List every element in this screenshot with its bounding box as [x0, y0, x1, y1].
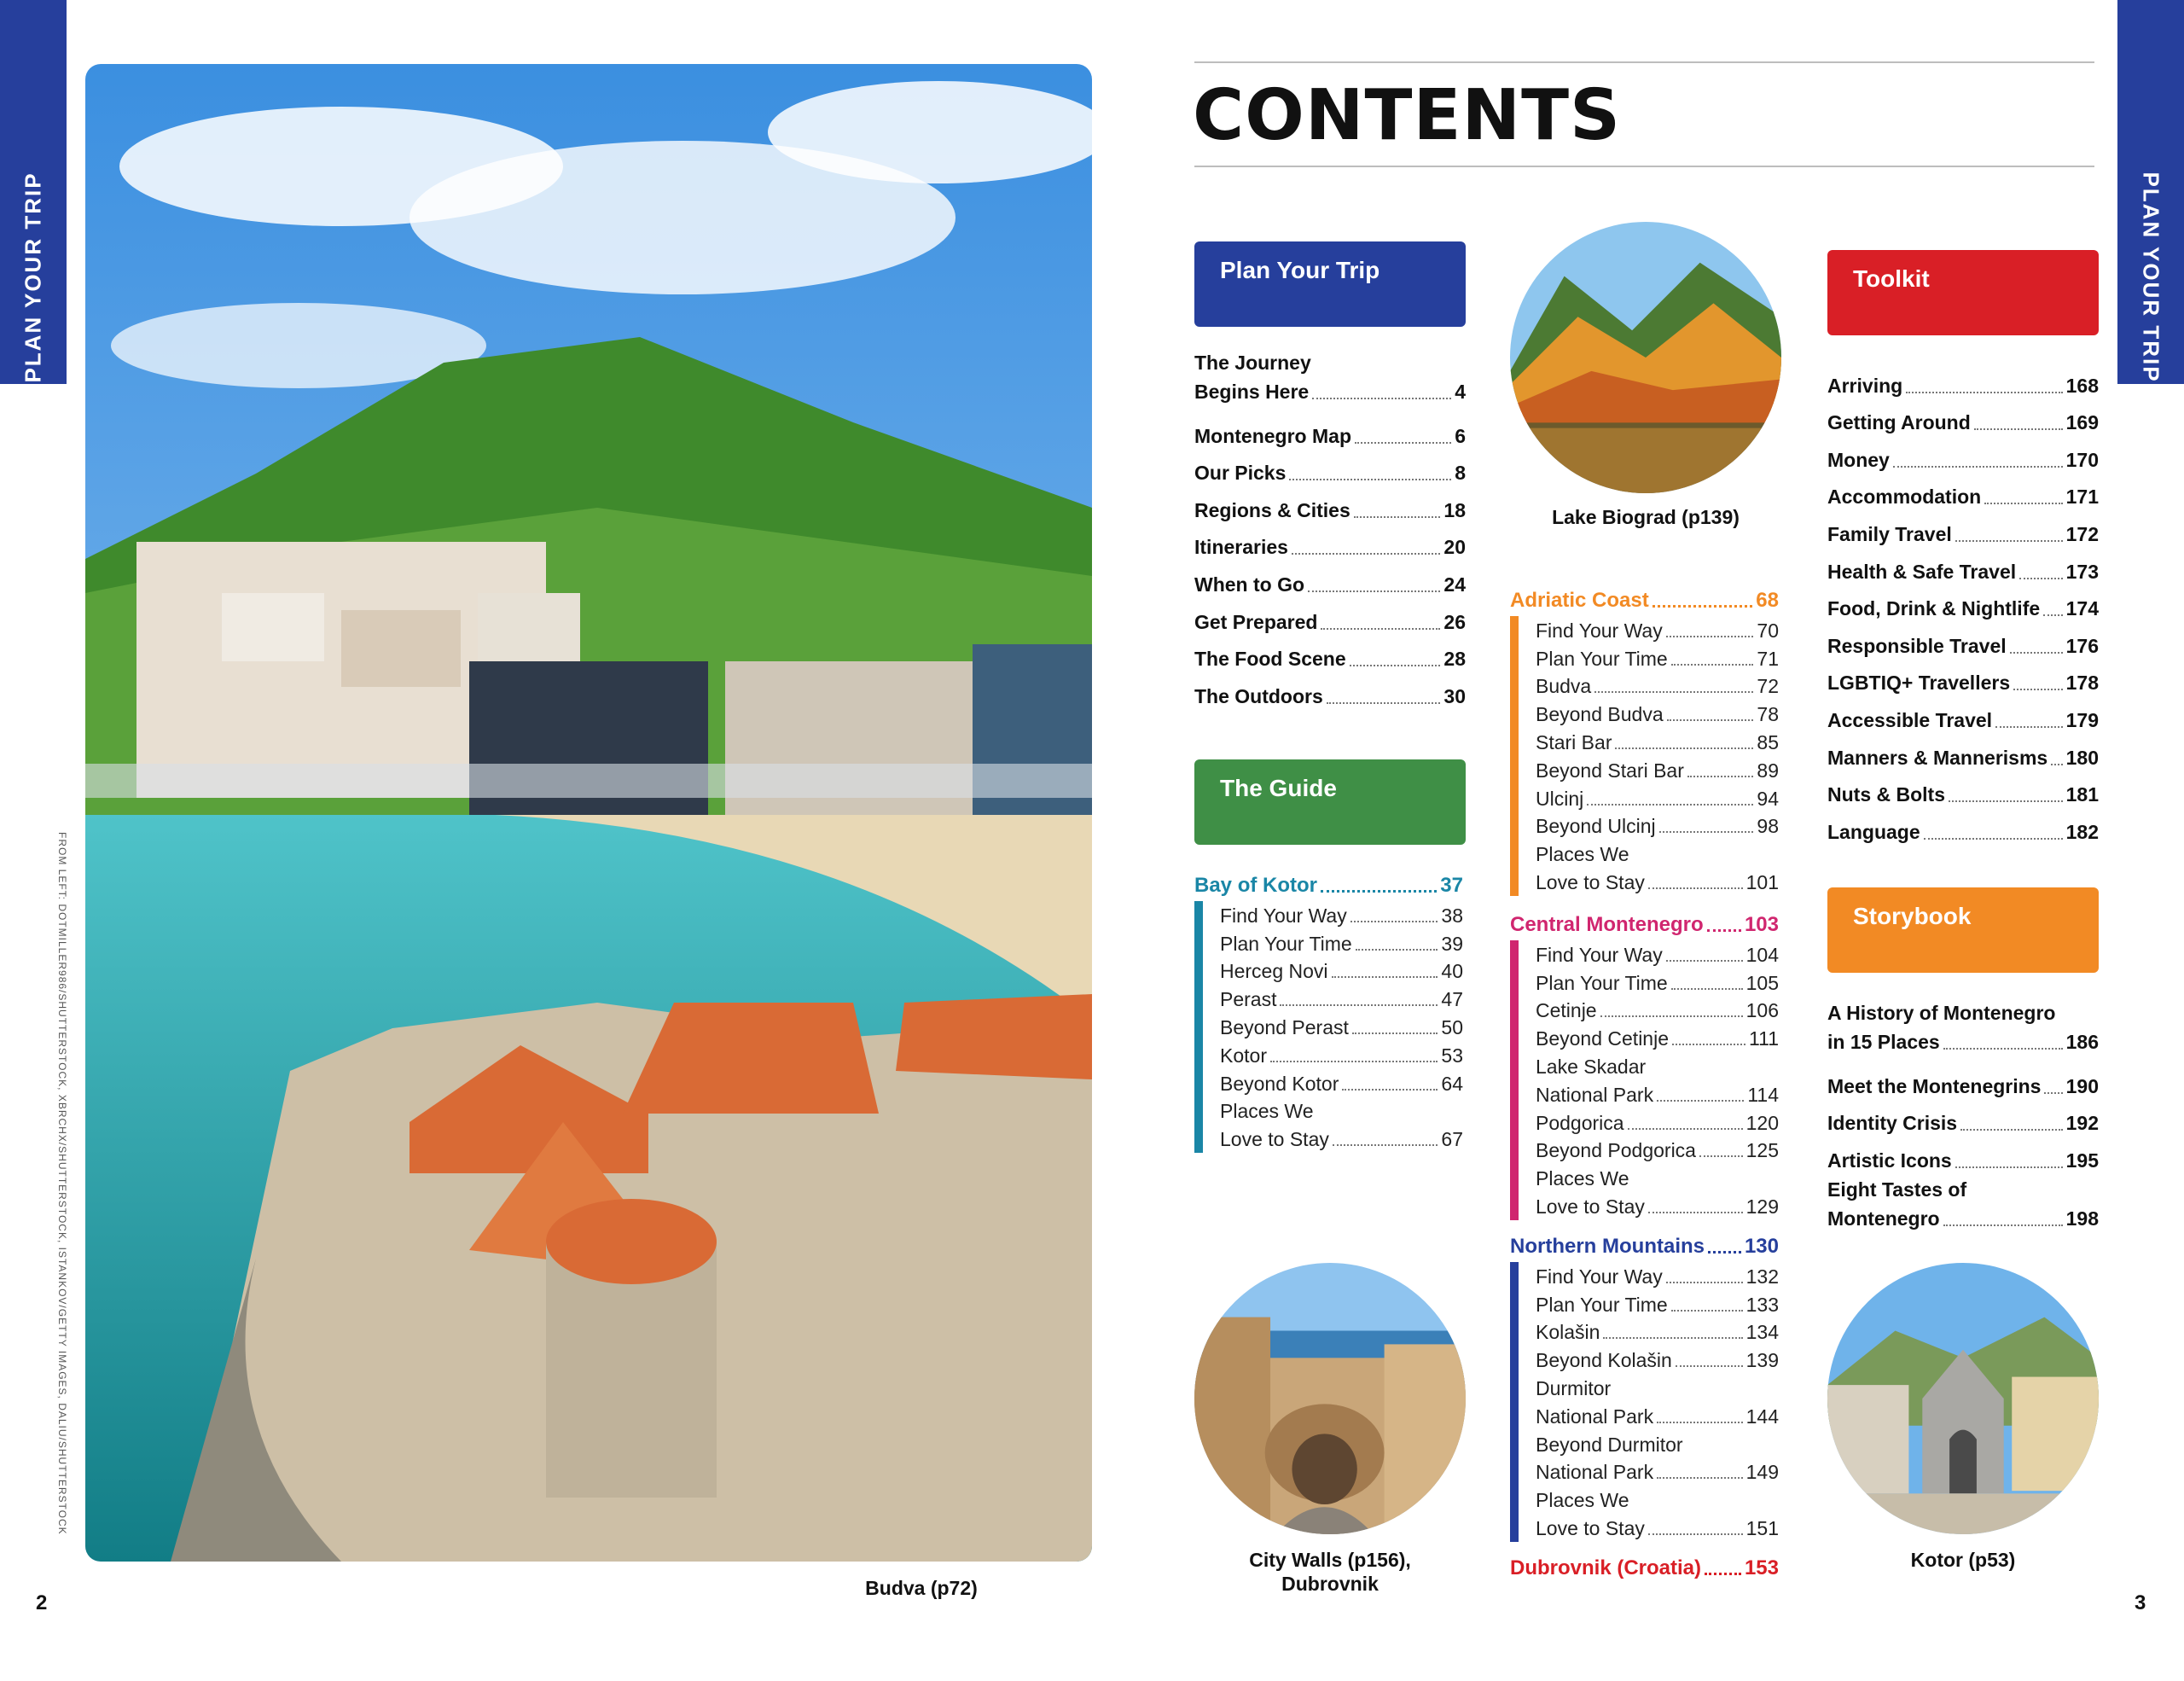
toc-sub-entry[interactable]: Find Your Way 104	[1536, 943, 1779, 966]
lake-biograd-caption: Lake Biograd (p139)	[1552, 506, 1740, 528]
toc-entry[interactable]: Money 170	[1827, 448, 2099, 471]
toc-entry[interactable]: Accessible Travel 179	[1827, 708, 2099, 731]
page-number-left: 2	[36, 1591, 48, 1614]
toc-entry-page: 18	[1443, 498, 1466, 521]
plan-your-trip-list	[1194, 348, 1466, 711]
storybook-heading: Storybook	[1827, 887, 2099, 973]
toc-entry-page: 6	[1455, 424, 1466, 447]
toc-sub-entry[interactable]: Love to Stay 101	[1536, 870, 1779, 893]
region-name: Central Montenegro	[1510, 913, 1704, 936]
toc-entry-label: Begins Here	[1194, 381, 1310, 403]
side-tab-right	[2117, 0, 2184, 384]
region-page: 103	[1744, 913, 1779, 936]
region-name: Adriatic Coast	[1510, 589, 1649, 612]
toc-entry[interactable]: Manners & Mannerisms 180	[1827, 746, 2099, 769]
toc-sub-entry[interactable]: Kotor 53	[1220, 1044, 1463, 1067]
region-items	[1510, 616, 1779, 896]
toc-entry-page: 30	[1443, 684, 1466, 707]
toc-sub-entry[interactable]: Plan Your Time 71	[1536, 647, 1779, 670]
toc-entry-page: 4	[1455, 381, 1466, 403]
toc-sub-entry[interactable]: Find Your Way 38	[1220, 904, 1463, 927]
toc-sub-entry[interactable]: Beyond Perast 50	[1220, 1015, 1463, 1038]
kotor-caption: Kotor (p53)	[1910, 1549, 2016, 1571]
region-page: 68	[1756, 589, 1779, 612]
toc-entry-page: 28	[1443, 648, 1466, 671]
toc-entry-label: Get Prepared	[1194, 610, 1318, 633]
toc-entry[interactable]	[1194, 348, 1466, 406]
toc-sub-entry[interactable]: National Park 149	[1536, 1461, 1779, 1484]
toc-sub-entry[interactable]: Love to Stay 67	[1220, 1128, 1463, 1151]
kotor-photo	[1827, 1263, 2099, 1534]
toc-entry-label: Itineraries	[1194, 536, 1288, 559]
region-adriatic-coast	[1510, 587, 1779, 896]
page-title: CONTENTS	[1193, 75, 1622, 156]
toc-entry-label: The Food Scene	[1194, 648, 1346, 671]
toc-sub-entry[interactable]: Cetinje 106	[1536, 999, 1779, 1022]
toc-sub-entry[interactable]: Plan Your Time 105	[1536, 971, 1779, 994]
toc-entry[interactable]: Health & Safe Travel 173	[1827, 560, 2099, 583]
the-guide-heading: The Guide	[1194, 759, 1466, 845]
top-rule	[1194, 61, 2094, 63]
region-items	[1510, 1262, 1779, 1542]
toc-entry[interactable]	[1194, 413, 1466, 451]
toc-entry[interactable]	[1194, 637, 1466, 674]
region-name: Bay of Kotor	[1194, 874, 1317, 897]
toc-entry[interactable]: Getting Around 169	[1827, 411, 2099, 434]
toc-sub-entry[interactable]: Beyond Kolašin 139	[1536, 1349, 1779, 1372]
title-rule	[1194, 166, 2094, 167]
photo-credit: FROM LEFT: DOTMILLER986/SHUTTERSTOCK, XBRCHX/SHUTTERSTOCK, ISTANKOV/GETTY IMAGES, DALIU/SHUTTERSTOCK	[56, 832, 68, 1535]
toc-entry[interactable]: Nuts & Bolts 181	[1827, 783, 2099, 806]
toc-entry-page: 24	[1443, 573, 1466, 596]
toc-entry[interactable]: Arriving 168	[1827, 374, 2099, 397]
city-walls-caption	[1194, 1548, 1466, 1596]
caption-line: Dubrovnik	[1281, 1573, 1379, 1595]
side-tab-label: PLAN YOUR TRIP	[20, 172, 46, 383]
toc-entry-label: When to Go	[1194, 573, 1305, 596]
toc-sub-entry[interactable]: Beyond Budva 78	[1536, 703, 1779, 726]
toc-sub-entry[interactable]: Find Your Way 132	[1536, 1265, 1779, 1288]
toc-sub-entry[interactable]: National Park 114	[1536, 1083, 1779, 1106]
toc-sub-entry[interactable]: Lake Skadar	[1536, 1055, 1647, 1078]
toc-entry[interactable]: Identity Crisis 192	[1827, 1112, 2099, 1135]
toc-sub-entry[interactable]: Herceg Novi 40	[1220, 960, 1463, 983]
toc-entry[interactable]	[1194, 525, 1466, 562]
toc-entry[interactable]: LGBTIQ+ Travellers 178	[1827, 672, 2099, 695]
toc-sub-entry[interactable]: Places We	[1536, 1167, 1629, 1190]
toc-entry-page: 20	[1443, 536, 1466, 559]
toc-sub-entry[interactable]: Beyond Kotor 64	[1220, 1072, 1463, 1095]
toc-sub-entry[interactable]: Beyond Cetinje 111	[1536, 1027, 1779, 1050]
toc-sub-entry[interactable]: Beyond Podgorica 125	[1536, 1139, 1779, 1162]
toc-entry-page: 26	[1443, 610, 1466, 633]
region-items	[1194, 901, 1463, 1153]
region-central-montenegro	[1510, 911, 1779, 1220]
region-dubrovnik	[1510, 1555, 1779, 1584]
toc-entry-page: 8	[1455, 462, 1466, 485]
toc-entry[interactable]	[1194, 487, 1466, 525]
toc-entry[interactable]: Family Travel 172	[1827, 522, 2099, 545]
toc-entry[interactable]: Artistic Icons 195	[1827, 1149, 2099, 1172]
region-heading[interactable]	[1194, 872, 1463, 899]
toc-entry-label: Our Picks	[1194, 462, 1287, 485]
caption-line: City Walls (p156),	[1249, 1549, 1411, 1571]
toc-sub-entry[interactable]: Places We	[1536, 1489, 1629, 1512]
toc-entry[interactable]: Accommodation 171	[1827, 486, 2099, 509]
region-name: Northern Mountains	[1510, 1235, 1705, 1258]
toc-entry[interactable]	[1194, 673, 1466, 711]
toc-sub-entry[interactable]: Love to Stay 129	[1536, 1195, 1779, 1218]
region-items	[1510, 940, 1779, 1220]
toc-sub-entry[interactable]: Beyond Ulcinj 98	[1536, 815, 1779, 838]
toc-sub-entry[interactable]: Durmitor	[1536, 1376, 1612, 1399]
toc-entry[interactable]: A History of Montenegro in 15 Places 186	[1827, 1002, 2099, 1053]
storybook-list	[1827, 998, 2099, 1240]
toc-sub-entry[interactable]: Stari Bar 85	[1536, 730, 1779, 753]
toc-sub-entry[interactable]: Places We	[1220, 1100, 1314, 1123]
toc-sub-entry[interactable]: Budva 72	[1536, 675, 1779, 698]
toc-sub-entry[interactable]: Find Your Way 70	[1536, 619, 1779, 642]
budva-photo	[85, 64, 1092, 1562]
toc-sub-entry[interactable]: Plan Your Time 39	[1220, 932, 1463, 955]
toc-sub-entry[interactable]: Beyond Durmitor	[1536, 1433, 1683, 1456]
toc-entry-label: Montenegro Map	[1194, 424, 1351, 447]
region-page: 153	[1744, 1556, 1779, 1579]
toc-entry-label: The Journey	[1194, 352, 1311, 374]
region-heading[interactable]	[1510, 1233, 1779, 1260]
toc-entry-label: Regions & Cities	[1194, 498, 1350, 521]
toc-entry[interactable]: Responsible Travel 176	[1827, 634, 2099, 657]
region-page: 37	[1440, 874, 1463, 897]
city-walls-photo	[1194, 1263, 1466, 1534]
toc-entry-label: The Outdoors	[1194, 684, 1323, 707]
region-page: 130	[1744, 1235, 1779, 1258]
toc-sub-entry[interactable]: Ulcinj 94	[1536, 787, 1779, 810]
region-northern-mountains	[1510, 1233, 1779, 1542]
toc-entry[interactable]: Language 182	[1827, 820, 2099, 843]
toc-entry[interactable]	[1194, 451, 1466, 488]
toc-sub-entry[interactable]: Love to Stay 151	[1536, 1516, 1779, 1539]
toc-entry[interactable]: Food, Drink & Nightlife 174	[1827, 597, 2099, 620]
toc-entry[interactable]: Meet the Montenegrins 190	[1827, 1074, 2099, 1097]
toc-entry[interactable]	[1194, 561, 1466, 599]
region-heading[interactable]	[1510, 587, 1779, 614]
page-number-right: 3	[2135, 1591, 2146, 1614]
region-name: Dubrovnik (Croatia)	[1510, 1556, 1702, 1579]
toc-sub-entry[interactable]: Plan Your Time 133	[1536, 1293, 1779, 1316]
toc-sub-entry[interactable]: Places We	[1536, 843, 1629, 866]
toolkit-heading: Toolkit	[1827, 250, 2099, 335]
plan-your-trip-heading: Plan Your Trip	[1194, 241, 1466, 327]
toc-sub-entry[interactable]: National Park 144	[1536, 1405, 1779, 1428]
toc-sub-entry[interactable]: Beyond Stari Bar 89	[1536, 759, 1779, 782]
region-bay-of-kotor	[1194, 872, 1463, 1153]
region-heading[interactable]	[1510, 911, 1779, 939]
toc-sub-entry[interactable]: Podgorica 120	[1536, 1111, 1779, 1134]
lake-biograd-photo	[1510, 222, 1781, 493]
photo-caption: Budva (p72)	[865, 1577, 978, 1599]
toc-sub-entry[interactable]: Perast 47	[1220, 988, 1463, 1011]
side-tab-label: PLAN YOUR TRIP	[2138, 172, 2164, 383]
toolkit-list	[1827, 363, 2099, 846]
region-heading[interactable]	[1510, 1555, 1779, 1582]
toc-sub-entry[interactable]: Kolašin 134	[1536, 1321, 1779, 1344]
toc-entry[interactable]: Eight Tastes of Montenegro 198	[1827, 1178, 2099, 1230]
toc-entry[interactable]	[1194, 599, 1466, 637]
side-tab-left	[0, 0, 67, 384]
